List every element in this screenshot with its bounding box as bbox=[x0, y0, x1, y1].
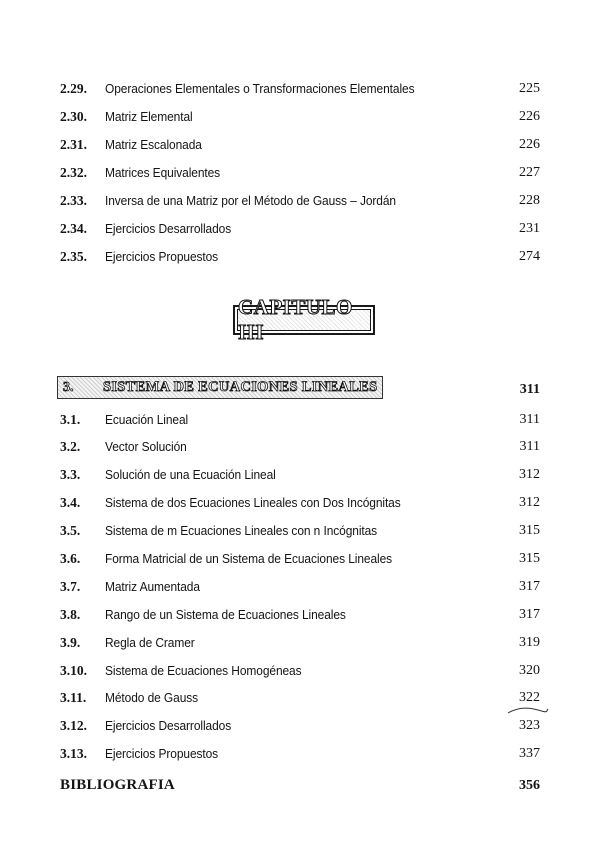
toc-entry-3-13[interactable] bbox=[0, 744, 600, 764]
entry-number: 3.8. bbox=[60, 607, 81, 622]
entry-title: Ejercicios Desarrollados bbox=[105, 718, 232, 733]
toc-entry-3-10[interactable] bbox=[0, 661, 600, 681]
entry-title: Operaciones Elementales o Transformaciones Elementales bbox=[105, 81, 415, 96]
entry-number: 2.33. bbox=[60, 193, 87, 208]
toc-entry-2-34[interactable] bbox=[0, 219, 600, 239]
entry-number: 3.5. bbox=[60, 523, 81, 538]
entry-number: 2.29. bbox=[60, 81, 87, 96]
entry-number: 3.12. bbox=[60, 718, 87, 733]
entry-page: 322 bbox=[519, 690, 540, 705]
entry-number: 3.11. bbox=[60, 690, 87, 705]
toc-entry-2-33[interactable] bbox=[0, 191, 600, 211]
chapter-heading-box bbox=[233, 295, 375, 344]
entry-title: Solución de una Ecuación Lineal bbox=[105, 467, 276, 482]
entry-page: 225 bbox=[519, 81, 540, 96]
entry-title: Vector Solución bbox=[105, 439, 187, 454]
entry-title: Rango de un Sistema de Ecuaciones Lineales bbox=[105, 607, 346, 622]
entry-page: 231 bbox=[519, 221, 540, 236]
toc-entry-3-3[interactable] bbox=[0, 465, 600, 485]
entry-title: Ejercicios Propuestos bbox=[105, 746, 219, 761]
section-title: SISTEMA DE ECUACIONES LINEALES bbox=[103, 379, 378, 395]
toc-entry-2-32[interactable] bbox=[0, 163, 600, 183]
entry-page: 317 bbox=[519, 607, 540, 622]
entry-title: Método de Gauss bbox=[105, 690, 199, 705]
entry-number: 3.2. bbox=[60, 439, 81, 454]
entry-number: 3.1. bbox=[60, 412, 81, 427]
entry-page: 228 bbox=[519, 193, 540, 208]
entry-title: Ecuación Lineal bbox=[105, 412, 189, 427]
entry-number: 3.10. bbox=[60, 663, 87, 678]
entry-page: 323 bbox=[519, 718, 540, 733]
section-heading-bar[interactable] bbox=[57, 376, 383, 399]
entry-page: 315 bbox=[519, 523, 540, 538]
toc-entry-3-7[interactable] bbox=[0, 577, 600, 597]
entry-title: Matriz Elemental bbox=[105, 109, 193, 124]
toc-entry-3-1[interactable] bbox=[0, 410, 600, 430]
entry-title: Inversa de una Matriz por el Método de Gauss – Jordán bbox=[105, 193, 396, 208]
chapter-heading: CAPITULO III bbox=[237, 309, 371, 331]
entry-page: 311 bbox=[519, 439, 540, 454]
entry-title: Ejercicios Desarrollados bbox=[105, 221, 232, 236]
toc-entry-3-6[interactable] bbox=[0, 549, 600, 569]
entry-title: Forma Matricial de un Sistema de Ecuaciones Lineales bbox=[105, 551, 393, 566]
entry-number: 2.35. bbox=[60, 249, 87, 264]
entry-page: 226 bbox=[519, 137, 540, 152]
entry-number: 3.4. bbox=[60, 495, 81, 510]
toc-entry-3-2[interactable] bbox=[0, 437, 600, 457]
entry-page: 226 bbox=[519, 109, 540, 124]
entry-number: 3.3. bbox=[60, 467, 81, 482]
entry-number: 2.31. bbox=[60, 137, 87, 152]
toc-entry-3-9[interactable] bbox=[0, 633, 600, 653]
entry-number: 3.9. bbox=[60, 635, 81, 650]
toc-entry-3-12[interactable] bbox=[0, 716, 600, 736]
entry-title: Sistema de Ecuaciones Homogéneas bbox=[105, 663, 302, 678]
entry-title: Matriz Escalonada bbox=[105, 137, 202, 152]
toc-entry-2-30[interactable] bbox=[0, 107, 600, 127]
entry-page: 337 bbox=[519, 746, 540, 761]
toc-entry-3-5[interactable] bbox=[0, 521, 600, 541]
entry-number: 2.32. bbox=[60, 165, 87, 180]
entry-title: Sistema de dos Ecuaciones Lineales con Dos Incógnitas bbox=[105, 495, 401, 510]
entry-number: 3.13. bbox=[60, 746, 87, 761]
toc-entry-3-8[interactable] bbox=[0, 605, 600, 625]
entry-title: Matrices Equivalentes bbox=[105, 165, 221, 180]
entry-title: Sistema de m Ecuaciones Lineales con n Incógnitas bbox=[105, 523, 378, 538]
entry-page: 311 bbox=[519, 412, 540, 427]
entry-page: 319 bbox=[519, 635, 540, 650]
entry-number: 2.34. bbox=[60, 221, 87, 236]
entry-number: 3.7. bbox=[60, 579, 81, 594]
toc-entry-2-35[interactable] bbox=[0, 247, 600, 267]
bibliography-page: 356 bbox=[519, 778, 540, 793]
section-number: 3. bbox=[63, 380, 74, 395]
entry-page: 317 bbox=[519, 579, 540, 594]
entry-page: 227 bbox=[519, 165, 540, 180]
toc-entry-2-29[interactable] bbox=[0, 79, 600, 99]
toc-entry-3-4[interactable] bbox=[0, 493, 600, 513]
entry-number: 3.6. bbox=[60, 551, 81, 566]
entry-page: 274 bbox=[519, 249, 540, 264]
toc-entry-2-31[interactable] bbox=[0, 135, 600, 155]
entry-page: 315 bbox=[519, 551, 540, 566]
entry-page: 320 bbox=[519, 663, 540, 678]
entry-title: Ejercicios Propuestos bbox=[105, 249, 219, 264]
entry-title: Matriz Aumentada bbox=[105, 579, 200, 594]
bibliography-heading[interactable]: BIBLIOGRAFIA bbox=[60, 777, 175, 793]
entry-page: 312 bbox=[519, 467, 540, 482]
entry-page: 312 bbox=[519, 495, 540, 510]
handwritten-underline-mark bbox=[506, 704, 550, 716]
section-page: 311 bbox=[519, 382, 540, 397]
entry-number: 2.30. bbox=[60, 109, 87, 124]
entry-title: Regla de Cramer bbox=[105, 635, 195, 650]
